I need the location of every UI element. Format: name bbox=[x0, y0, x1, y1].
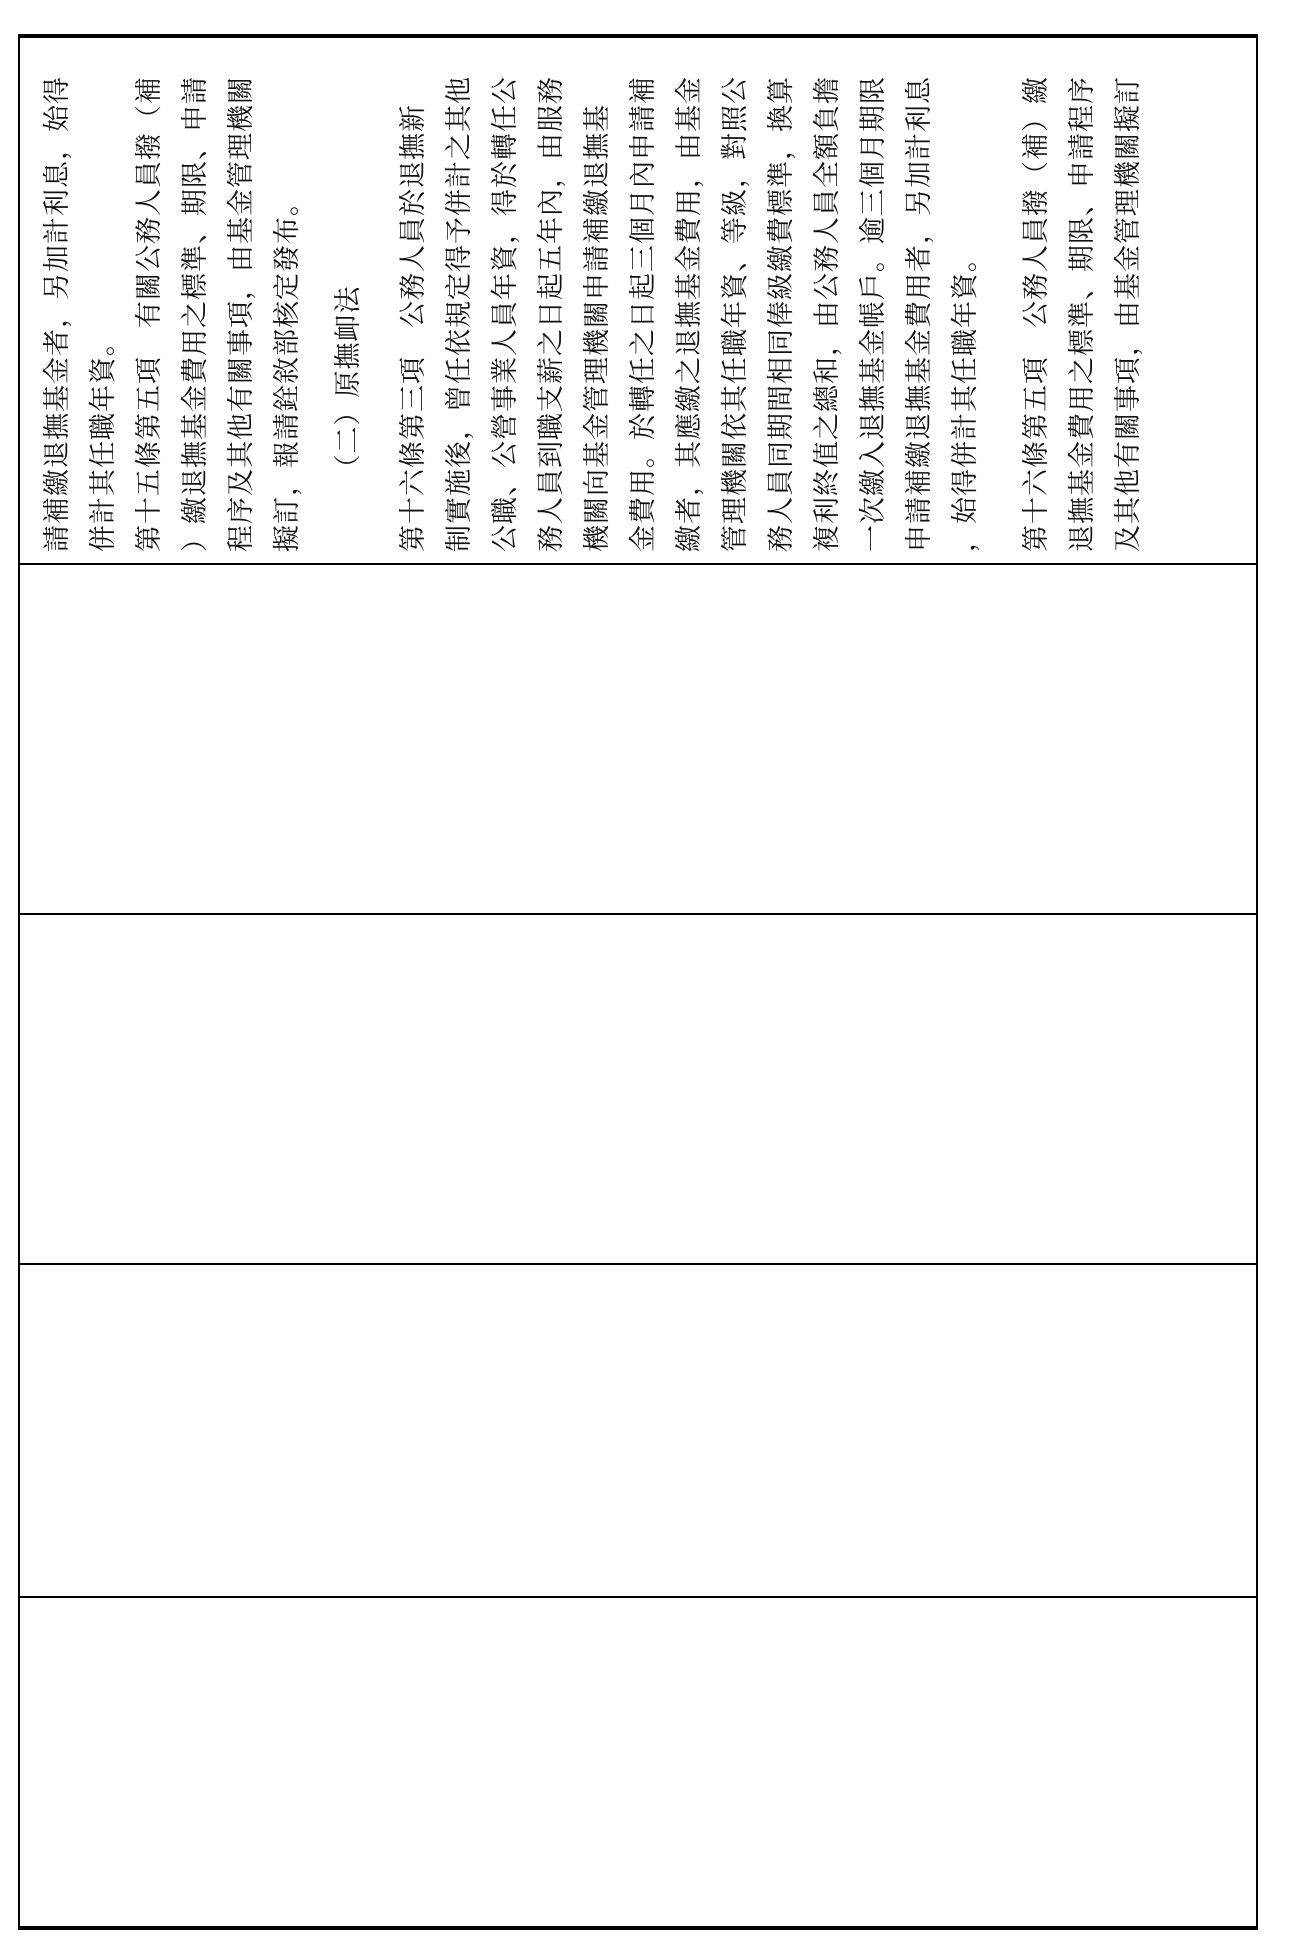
text-line: 擬訂，報請銓敘部核定發布。 bbox=[272, 188, 303, 552]
empty-cell bbox=[20, 565, 1256, 913]
text-line: 申請補繳退撫基金費用者，另加計利息 bbox=[904, 76, 935, 552]
rotated-text-block bbox=[30, 40, 1250, 560]
text-line: 金費用。於轉任之日起三個月內申請補 bbox=[628, 76, 659, 552]
empty-cell bbox=[20, 915, 1256, 1263]
text-line: 務人員到職支薪之日起五年內，由服務 bbox=[536, 76, 567, 552]
text-line: （二）原撫卹法 bbox=[333, 285, 364, 552]
text-line: 一次繳入退撫基金帳戶。逾三個月期限 bbox=[858, 76, 889, 552]
text-cell bbox=[30, 40, 1250, 560]
text-line: 繳者，其應繳之退撫基金費用，由基金 bbox=[674, 76, 705, 552]
text-line: 公職、公營事業人員年資，得於轉任公 bbox=[490, 76, 521, 552]
empty-cell bbox=[20, 1598, 1256, 1926]
text-line: 第十六條第三項 公務人員於退撫新 bbox=[398, 104, 429, 552]
text-line: 複利終值之總和，由公務人員全額負擔 bbox=[812, 76, 843, 552]
text-line: 退撫基金費用之標準、期限、申請程序 bbox=[1067, 76, 1098, 552]
text-line: ）繳退撫基金費用之標準、期限、申請 bbox=[180, 76, 211, 552]
frame-bottom-border bbox=[18, 1926, 1258, 1930]
text-line: ，始得併計其任職年資。 bbox=[950, 244, 981, 552]
text-line: 制實施後，曾任依規定得予併計之其他 bbox=[444, 76, 475, 552]
text-line: 程序及其他有關事項，由基金管理機關 bbox=[226, 76, 257, 552]
text-line: 及其他有關事項，由基金管理機關擬訂 bbox=[1113, 76, 1144, 552]
text-line: 併計其任職年資。 bbox=[88, 328, 119, 552]
frame-right-border bbox=[1256, 34, 1258, 1930]
text-line: 務人員同期間相同俸級繳費標準，換算 bbox=[766, 76, 797, 552]
text-line: 第十六條第五項 公務人員撥（補）繳 bbox=[1021, 76, 1052, 552]
text-line: 第十五條第五項 有關公務人員撥（補 bbox=[134, 76, 165, 552]
empty-cell bbox=[20, 1265, 1256, 1596]
text-line: 管理機關依其任職年資、等級，對照公 bbox=[720, 76, 751, 552]
text-line: 請補繳退撫基金者，另加計利息，始得 bbox=[42, 76, 73, 552]
text-line: 機關向基金管理機關申請補繳退撫基 bbox=[582, 104, 613, 552]
frame-top-border bbox=[18, 34, 1258, 38]
